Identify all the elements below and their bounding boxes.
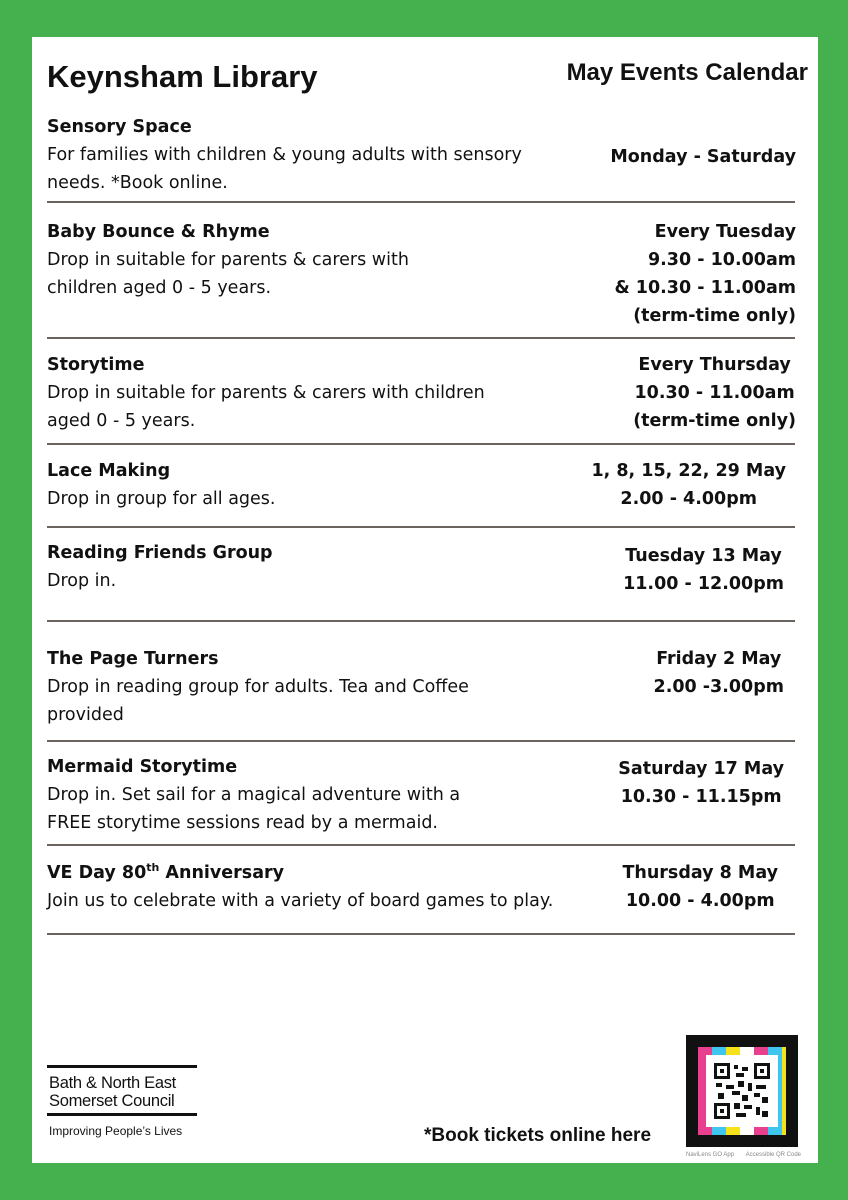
event-description-line: Drop in suitable for parents & carers with bbox=[47, 250, 409, 270]
event-name: Baby Bounce & Rhyme bbox=[47, 222, 270, 242]
event-description-line: Drop in. Set sail for a magical adventure with a bbox=[47, 785, 461, 805]
divider bbox=[47, 443, 795, 445]
book-tickets-text: *Book tickets online here bbox=[424, 1125, 652, 1146]
divider bbox=[47, 337, 795, 339]
divider bbox=[47, 620, 795, 622]
event-description-line: provided bbox=[47, 705, 124, 725]
event-schedule-line: 11.00 - 12.00pm bbox=[623, 574, 784, 594]
event-description-line: FREE storytime sessions read by a mermaid. bbox=[47, 813, 438, 833]
event-schedule-line: 10.30 - 11.00am bbox=[634, 383, 795, 403]
qr-caption-app: NaviLens GO App bbox=[686, 1152, 735, 1158]
event-schedule-line: (term-time only) bbox=[633, 411, 796, 431]
event-schedule-line: 10.00 - 4.00pm bbox=[625, 891, 775, 911]
event-name: VE Day 80th Anniversary bbox=[47, 861, 285, 883]
council-name: Bath & North East Somerset Council bbox=[49, 1074, 176, 1110]
event-schedule-line: & 10.30 - 11.00am bbox=[614, 278, 796, 298]
divider bbox=[47, 933, 795, 935]
event-schedule-line: Friday 2 May bbox=[656, 649, 782, 669]
event-description-line: Drop in reading group for adults. Tea and Coffee bbox=[47, 677, 469, 697]
event-schedule-line: 2.00 -3.00pm bbox=[653, 677, 784, 697]
calendar-subtitle: May Events Calendar bbox=[566, 59, 808, 86]
event-description-line: Join us to celebrate with a variety of board games to play. bbox=[47, 891, 554, 911]
event-schedule-line: Monday - Saturday bbox=[610, 147, 796, 167]
council-logo bbox=[47, 1065, 197, 1138]
event-schedule-line: Tuesday 13 May bbox=[625, 546, 782, 566]
event-schedule-line: Saturday 17 May bbox=[618, 759, 784, 779]
event-description-line: Drop in. bbox=[47, 571, 117, 591]
event-description-line: Drop in suitable for parents & carers with children bbox=[47, 383, 485, 403]
event-name: Storytime bbox=[47, 355, 145, 375]
event-name: Reading Friends Group bbox=[47, 543, 273, 563]
council-tagline: Improving People’s Lives bbox=[49, 1124, 183, 1138]
qr-code[interactable] bbox=[686, 1035, 798, 1147]
event-schedule-line: Thursday 8 May bbox=[622, 863, 778, 883]
event-name: The Page Turners bbox=[47, 649, 219, 669]
event-schedule-line: Every Tuesday bbox=[654, 222, 796, 242]
event-name: Sensory Space bbox=[47, 117, 192, 137]
event-description-line: children aged 0 - 5 years. bbox=[47, 278, 272, 298]
logo-bottom-bar bbox=[47, 1113, 197, 1116]
event-schedule-line: 2.00 - 4.00pm bbox=[620, 489, 757, 509]
divider bbox=[47, 201, 795, 203]
event-name: Lace Making bbox=[47, 461, 171, 481]
event-description-line: Drop in group for all ages. bbox=[47, 489, 276, 509]
divider bbox=[47, 740, 795, 742]
qr-code-icon bbox=[714, 1063, 770, 1119]
qr-caption-accessible: Accessible QR Code bbox=[745, 1152, 801, 1158]
logo-top-bar bbox=[47, 1065, 197, 1068]
page-title: Keynsham Library bbox=[47, 59, 318, 94]
qr-caption bbox=[686, 1152, 801, 1158]
event-schedule-line: (term-time only) bbox=[633, 306, 796, 326]
event-schedule-line: 1, 8, 15, 22, 29 May bbox=[591, 461, 786, 481]
event-name: Mermaid Storytime bbox=[47, 757, 238, 777]
event-description-line: For families with children & young adults with sensory bbox=[47, 145, 522, 165]
divider bbox=[47, 526, 795, 528]
event-schedule-line: 10.30 - 11.15pm bbox=[620, 787, 782, 807]
events-poster bbox=[32, 37, 818, 1163]
event-schedule-line: Every Thursday bbox=[638, 355, 791, 375]
event-schedule-line: 9.30 - 10.00am bbox=[647, 250, 796, 270]
event-description-line: needs. *Book online. bbox=[47, 173, 228, 193]
divider bbox=[47, 844, 795, 846]
event-description-line: aged 0 - 5 years. bbox=[47, 411, 196, 431]
